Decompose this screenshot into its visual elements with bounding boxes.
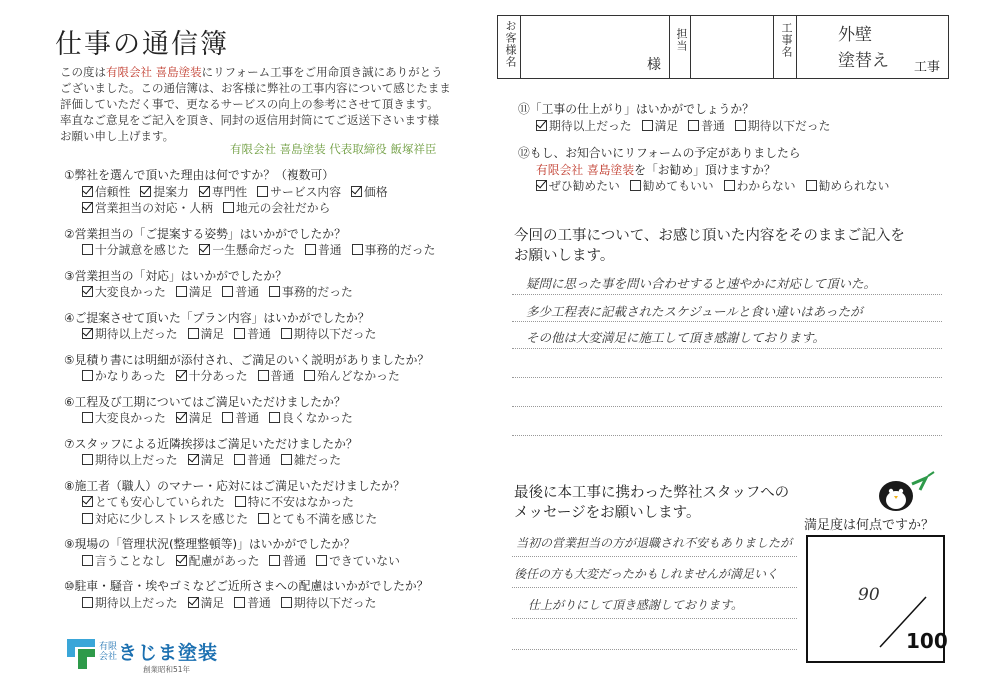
intro-line: この度は bbox=[60, 65, 106, 79]
option-label: 殆んどなかった bbox=[317, 369, 400, 383]
message-answer-area[interactable] bbox=[512, 526, 797, 650]
option-item[interactable] bbox=[258, 369, 295, 383]
question-text: ⑩駐車・騒音・埃やゴミなどご近所さまへの配慮はいかがでしたか？ bbox=[64, 579, 429, 593]
option-row bbox=[64, 553, 494, 570]
checkbox[interactable] bbox=[82, 244, 93, 255]
checkbox[interactable] bbox=[630, 180, 641, 191]
option-label: 普通 bbox=[247, 327, 271, 341]
option-item[interactable] bbox=[281, 596, 377, 610]
option-item[interactable] bbox=[305, 243, 342, 257]
option-item[interactable] bbox=[281, 453, 341, 467]
option-label: 提案力 bbox=[153, 184, 189, 199]
question-text: ④ご提案させて頂いた「プラン内容」はいかがでしたか？ bbox=[64, 310, 370, 325]
option-item[interactable] bbox=[82, 596, 178, 610]
question-7 bbox=[64, 436, 494, 469]
question-text: ⑥工程及び工期についてはご満足いただけましたか？ bbox=[64, 394, 346, 409]
answer-line bbox=[512, 588, 797, 619]
option-item[interactable] bbox=[630, 179, 714, 193]
score-question: 満足度は何点ですか？ bbox=[804, 518, 935, 533]
option-item[interactable] bbox=[724, 179, 796, 193]
option-label: 満足 bbox=[188, 411, 213, 425]
option-label: 普通 bbox=[247, 453, 271, 467]
question-12 bbox=[518, 145, 938, 195]
form-header-table bbox=[497, 15, 949, 79]
score-box[interactable] bbox=[806, 535, 948, 663]
option-item[interactable] bbox=[188, 453, 225, 467]
answer-line bbox=[512, 557, 797, 588]
option-label: 事務的だった bbox=[364, 243, 436, 257]
option-item[interactable] bbox=[234, 453, 271, 467]
option-item[interactable] bbox=[304, 369, 400, 383]
work-name-label-cell bbox=[774, 16, 797, 78]
answer-line bbox=[512, 619, 797, 650]
option-item[interactable] bbox=[222, 285, 259, 299]
option-item[interactable] bbox=[735, 119, 831, 133]
checked-checkbox[interactable] bbox=[536, 180, 547, 191]
message-heading-line1: 最後に本工事に携わった弊社スタッフへの bbox=[514, 485, 790, 501]
checkbox[interactable] bbox=[222, 286, 233, 297]
option-item[interactable] bbox=[257, 185, 341, 199]
question-text: ⑫もし、お知合いにリフォームの予定がありましたら bbox=[518, 146, 801, 160]
option-item[interactable] bbox=[82, 327, 178, 341]
question-1 bbox=[64, 167, 494, 217]
checkbox[interactable] bbox=[235, 496, 246, 507]
score-max: 100 bbox=[906, 629, 948, 653]
option-label: 普通 bbox=[282, 553, 307, 568]
option-label: 雑だった bbox=[293, 453, 342, 467]
work-name-line2: 塗替え bbox=[838, 51, 889, 71]
option-label: 大変良かった bbox=[95, 411, 166, 425]
option-row bbox=[64, 410, 494, 427]
checkbox[interactable] bbox=[82, 555, 93, 566]
option-label: 対応に少しストレスを感じた bbox=[95, 511, 249, 526]
option-label: 期待以下だった bbox=[293, 595, 377, 610]
checkbox[interactable] bbox=[304, 370, 315, 381]
question-3 bbox=[64, 268, 494, 301]
option-label: 期待以上だった bbox=[549, 118, 632, 133]
option-label: 普通 bbox=[317, 243, 342, 257]
option-row bbox=[518, 118, 938, 135]
option-label: 専門性 bbox=[211, 184, 248, 199]
option-item[interactable] bbox=[536, 119, 632, 133]
question-10 bbox=[64, 578, 494, 611]
option-item[interactable] bbox=[269, 554, 306, 568]
option-item[interactable] bbox=[82, 285, 166, 299]
option-item[interactable] bbox=[82, 201, 213, 215]
work-name-label: 工事名 bbox=[780, 22, 793, 58]
question-text: ⑤見積り書には明細が添付され、ご満足のいく説明がありましたか？ bbox=[64, 352, 430, 367]
question-2 bbox=[64, 226, 494, 259]
option-item[interactable] bbox=[235, 495, 354, 509]
option-item[interactable] bbox=[188, 327, 225, 341]
question-text: ①弊社を選んで頂いた理由は何ですか？（複数可） bbox=[64, 168, 335, 182]
option-item[interactable] bbox=[316, 554, 400, 568]
staff-label: 担当 bbox=[675, 28, 688, 52]
option-label: 期待以上だった bbox=[95, 595, 178, 610]
option-label: 大変良かった bbox=[95, 285, 166, 299]
option-item[interactable] bbox=[642, 119, 679, 133]
question-6 bbox=[64, 394, 494, 427]
page-title: 仕事の通信簿 bbox=[55, 29, 229, 60]
option-label: 期待以上だった bbox=[95, 327, 178, 341]
question-8 bbox=[64, 478, 494, 528]
checked-checkbox[interactable] bbox=[536, 120, 547, 131]
question-9 bbox=[64, 536, 494, 569]
checkbox[interactable] bbox=[735, 120, 746, 131]
option-label: 勧めてもいい bbox=[642, 179, 714, 193]
option-row bbox=[64, 284, 494, 301]
option-item[interactable] bbox=[176, 554, 260, 568]
score-value: 90 bbox=[858, 585, 880, 605]
option-row bbox=[64, 200, 494, 217]
checked-checkbox[interactable] bbox=[176, 370, 187, 381]
intro-line: ございました。この通信簿は、お客様に弊社の工事内容について感じたまま bbox=[60, 81, 451, 95]
option-item[interactable] bbox=[82, 554, 166, 568]
checked-checkbox[interactable] bbox=[351, 186, 362, 197]
option-item[interactable] bbox=[536, 179, 620, 193]
checkbox[interactable] bbox=[269, 412, 280, 423]
checkbox[interactable] bbox=[642, 120, 653, 131]
option-item[interactable] bbox=[82, 411, 166, 425]
option-item[interactable] bbox=[140, 185, 188, 199]
checkbox[interactable] bbox=[281, 597, 292, 608]
option-item[interactable] bbox=[82, 185, 130, 199]
message-heading-line2: メッセージをお願いします。 bbox=[514, 505, 701, 521]
option-item[interactable] bbox=[82, 369, 166, 383]
handwritten-line: 疑問に思った事を問い合わせすると速やかに対応して頂いた。 bbox=[526, 276, 877, 291]
option-item[interactable] bbox=[223, 201, 330, 215]
option-label: 満足 bbox=[200, 327, 225, 341]
logo-company-name: きじま塗装 bbox=[118, 642, 219, 664]
answer-line bbox=[512, 322, 942, 349]
option-label: とても安心していられた bbox=[95, 495, 225, 509]
option-label: 満足 bbox=[188, 285, 213, 299]
option-label: 十分誠意を感じた bbox=[95, 243, 190, 257]
work-name-line1: 外壁 bbox=[838, 25, 872, 45]
option-row bbox=[64, 242, 494, 259]
staff-label-cell bbox=[670, 16, 691, 78]
option-item[interactable] bbox=[269, 411, 353, 425]
option-label: 期待以下だった bbox=[747, 118, 831, 133]
option-item[interactable] bbox=[82, 512, 248, 526]
option-label: とても不満を感じた bbox=[271, 511, 378, 526]
checkbox[interactable] bbox=[188, 328, 199, 339]
answer-line bbox=[512, 407, 942, 436]
question-5 bbox=[64, 352, 494, 385]
handwritten-line: 当初の営業担当の方が退職され不安もありましたが bbox=[516, 536, 793, 550]
checked-checkbox[interactable] bbox=[188, 454, 199, 465]
option-label: 価格 bbox=[364, 184, 388, 199]
checked-checkbox[interactable] bbox=[82, 286, 93, 297]
checkbox[interactable] bbox=[234, 328, 245, 339]
option-item[interactable] bbox=[688, 119, 725, 133]
option-label: 営業担当の対応・人柄 bbox=[95, 201, 213, 215]
option-label: 地元の会社だから bbox=[235, 201, 331, 215]
checkbox[interactable] bbox=[281, 328, 292, 339]
option-item[interactable] bbox=[281, 327, 377, 341]
option-item[interactable] bbox=[82, 243, 189, 257]
signature: 有限会社 喜島塗装 代表取締役 飯塚祥臣 bbox=[230, 142, 437, 156]
answer-line bbox=[512, 349, 942, 378]
intro-line: にリフォーム工事をご用命頂き誠にありがとう bbox=[201, 65, 443, 79]
checkbox[interactable] bbox=[223, 202, 234, 213]
option-label: わからない bbox=[736, 179, 796, 193]
checked-checkbox[interactable] bbox=[176, 555, 187, 566]
option-label: 良くなかった bbox=[282, 411, 353, 425]
option-label: 普通 bbox=[701, 118, 725, 133]
question-text: ⑪「工事の仕上がり」はいかがでしょうか？ bbox=[518, 102, 754, 116]
q12-company: 有限会社 喜島塗装 bbox=[536, 162, 635, 177]
checkbox[interactable] bbox=[352, 244, 363, 255]
survey-questions bbox=[64, 167, 494, 620]
option-item[interactable] bbox=[234, 327, 271, 341]
work-name-cell[interactable] bbox=[798, 16, 948, 78]
checkbox[interactable] bbox=[234, 454, 245, 465]
checked-checkbox[interactable] bbox=[82, 328, 93, 339]
answer-line bbox=[512, 295, 942, 322]
option-row bbox=[518, 178, 938, 195]
option-label: 事務的だった bbox=[282, 285, 353, 299]
checkbox[interactable] bbox=[82, 597, 93, 608]
message-heading bbox=[514, 483, 789, 523]
option-label: 満足 bbox=[654, 118, 679, 133]
option-item[interactable] bbox=[199, 185, 247, 199]
option-label: 期待以上だった bbox=[95, 453, 178, 467]
option-label: 特に不安はなかった bbox=[247, 495, 354, 509]
checked-checkbox[interactable] bbox=[188, 597, 199, 608]
option-item[interactable] bbox=[188, 596, 225, 610]
intro-line: 評価していただく事で、更なるサービスの向上の参考にさせて頂きます。 bbox=[60, 97, 439, 111]
option-row bbox=[64, 511, 494, 528]
option-item[interactable] bbox=[222, 411, 259, 425]
option-item[interactable] bbox=[258, 512, 377, 526]
impression-heading-line2: お願いします。 bbox=[514, 248, 615, 264]
intro-text bbox=[60, 64, 490, 144]
option-label: 期待以下だった bbox=[293, 327, 377, 341]
checkbox[interactable] bbox=[688, 120, 699, 131]
option-item[interactable] bbox=[176, 285, 213, 299]
question-text: ②営業担当の「ご提案する姿勢」はいかがでしたか？ bbox=[64, 226, 346, 241]
option-row bbox=[64, 595, 494, 612]
customer-name-cell[interactable] bbox=[521, 16, 670, 78]
option-item[interactable] bbox=[234, 596, 271, 610]
checked-checkbox[interactable] bbox=[199, 244, 210, 255]
option-row bbox=[64, 452, 494, 469]
option-item[interactable] bbox=[351, 185, 388, 199]
option-label: 満足 bbox=[200, 453, 225, 467]
checkbox[interactable] bbox=[176, 286, 187, 297]
penguin-mascot-icon bbox=[874, 470, 940, 514]
checkbox[interactable] bbox=[82, 454, 93, 465]
checkbox[interactable] bbox=[269, 555, 280, 566]
checkbox[interactable] bbox=[82, 412, 93, 423]
option-row bbox=[64, 184, 494, 201]
option-item[interactable] bbox=[199, 243, 295, 257]
logo-founded: 創業昭和51年 bbox=[143, 665, 191, 674]
checkbox[interactable] bbox=[82, 370, 93, 381]
checkbox[interactable] bbox=[258, 513, 269, 524]
checkbox[interactable] bbox=[281, 454, 292, 465]
option-label: できていない bbox=[329, 553, 400, 568]
intro-company: 有限会社 喜島塗装 bbox=[106, 65, 202, 79]
option-label: 配慮があった bbox=[188, 553, 260, 568]
checkbox[interactable] bbox=[724, 180, 735, 191]
question-11 bbox=[518, 101, 938, 134]
question-text: ③営業担当の「対応」はいかがでしたか？ bbox=[64, 268, 287, 283]
checkbox[interactable] bbox=[305, 244, 316, 255]
checkbox[interactable] bbox=[806, 180, 817, 191]
checkbox[interactable] bbox=[234, 597, 245, 608]
company-logo-icon bbox=[67, 639, 95, 669]
checkbox[interactable] bbox=[222, 412, 233, 423]
option-item[interactable] bbox=[269, 285, 353, 299]
answer-line bbox=[512, 526, 797, 557]
checkbox[interactable] bbox=[257, 186, 268, 197]
customer-label: お客様名 bbox=[504, 20, 517, 68]
option-label: 言うことなし bbox=[95, 553, 166, 568]
option-item[interactable] bbox=[176, 369, 248, 383]
checked-checkbox[interactable] bbox=[199, 186, 210, 197]
option-label: 一生懸命だった bbox=[212, 243, 295, 257]
answer-line bbox=[512, 268, 942, 295]
handwritten-line: 仕上がりにして頂き感謝しております。 bbox=[528, 598, 744, 612]
impression-heading bbox=[514, 226, 905, 266]
checked-checkbox[interactable] bbox=[176, 412, 187, 423]
option-item[interactable] bbox=[352, 243, 436, 257]
answer-line bbox=[512, 378, 942, 407]
option-label: 十分あった bbox=[188, 369, 248, 383]
option-label: サービス内容 bbox=[270, 184, 342, 199]
option-item[interactable] bbox=[176, 411, 213, 425]
option-item[interactable] bbox=[806, 179, 890, 193]
option-label: 普通 bbox=[235, 285, 260, 299]
handwritten-line: その他は大変満足に施工して頂き感謝しております。 bbox=[526, 330, 826, 345]
checked-checkbox[interactable] bbox=[82, 202, 93, 213]
checkbox[interactable] bbox=[258, 370, 269, 381]
q12-rest: を「お勧め」頂けますか？ bbox=[634, 162, 776, 177]
handwritten-line: 多少工程表に記載されたスケジュールと食い違いはあったが bbox=[526, 304, 863, 319]
intro-line: 率直なご意見をご記入を頂き、同封の返信用封筒にてご返送下さいます様 bbox=[60, 113, 440, 127]
intro-line: お願い申し上げます。 bbox=[60, 129, 175, 143]
work-suffix: 工事 bbox=[914, 60, 941, 75]
handwritten-line: 後任の方も大変だったかもしれませんが満足いく bbox=[514, 567, 779, 581]
question-4 bbox=[64, 310, 494, 343]
option-row bbox=[64, 368, 494, 385]
customer-label-cell bbox=[498, 16, 521, 78]
question-text: ⑨現場の「管理状況(整理整頓等)」はいかがでしたか？ bbox=[64, 537, 356, 551]
option-label: 普通 bbox=[270, 369, 295, 383]
checkbox[interactable] bbox=[316, 555, 327, 566]
option-label: かなりあった bbox=[95, 369, 166, 383]
checkbox[interactable] bbox=[269, 286, 280, 297]
option-label: ぜひ勧めたい bbox=[549, 179, 620, 193]
option-row bbox=[64, 326, 494, 343]
checked-checkbox[interactable] bbox=[82, 186, 93, 197]
logo-company-small: 有限会社 bbox=[99, 642, 118, 662]
checkbox[interactable] bbox=[82, 513, 93, 524]
question-text: ⑦スタッフによる近隣挨拶はご満足いただけましたか？ bbox=[64, 436, 358, 451]
impression-heading-line1: 今回の工事について、お感じ頂いた内容をそのままご記入を bbox=[514, 228, 905, 244]
option-label: 信頼性 bbox=[95, 184, 131, 199]
option-label: 勧められない bbox=[818, 179, 890, 193]
customer-suffix: 様 bbox=[647, 57, 661, 73]
checked-checkbox[interactable] bbox=[140, 186, 151, 197]
option-label: 普通 bbox=[247, 595, 271, 610]
question-text-line2 bbox=[518, 162, 938, 179]
option-label: 満足 bbox=[200, 595, 225, 610]
option-item[interactable] bbox=[82, 495, 225, 509]
option-label: 普通 bbox=[235, 411, 260, 425]
staff-name-cell[interactable] bbox=[691, 16, 774, 78]
checked-checkbox[interactable] bbox=[82, 496, 93, 507]
option-row bbox=[64, 494, 494, 511]
option-item[interactable] bbox=[82, 453, 178, 467]
impression-answer-area[interactable] bbox=[512, 268, 942, 436]
question-text: ⑧施工者（職人）のマナー・応対にはご満足いただけましたか？ bbox=[64, 478, 405, 493]
